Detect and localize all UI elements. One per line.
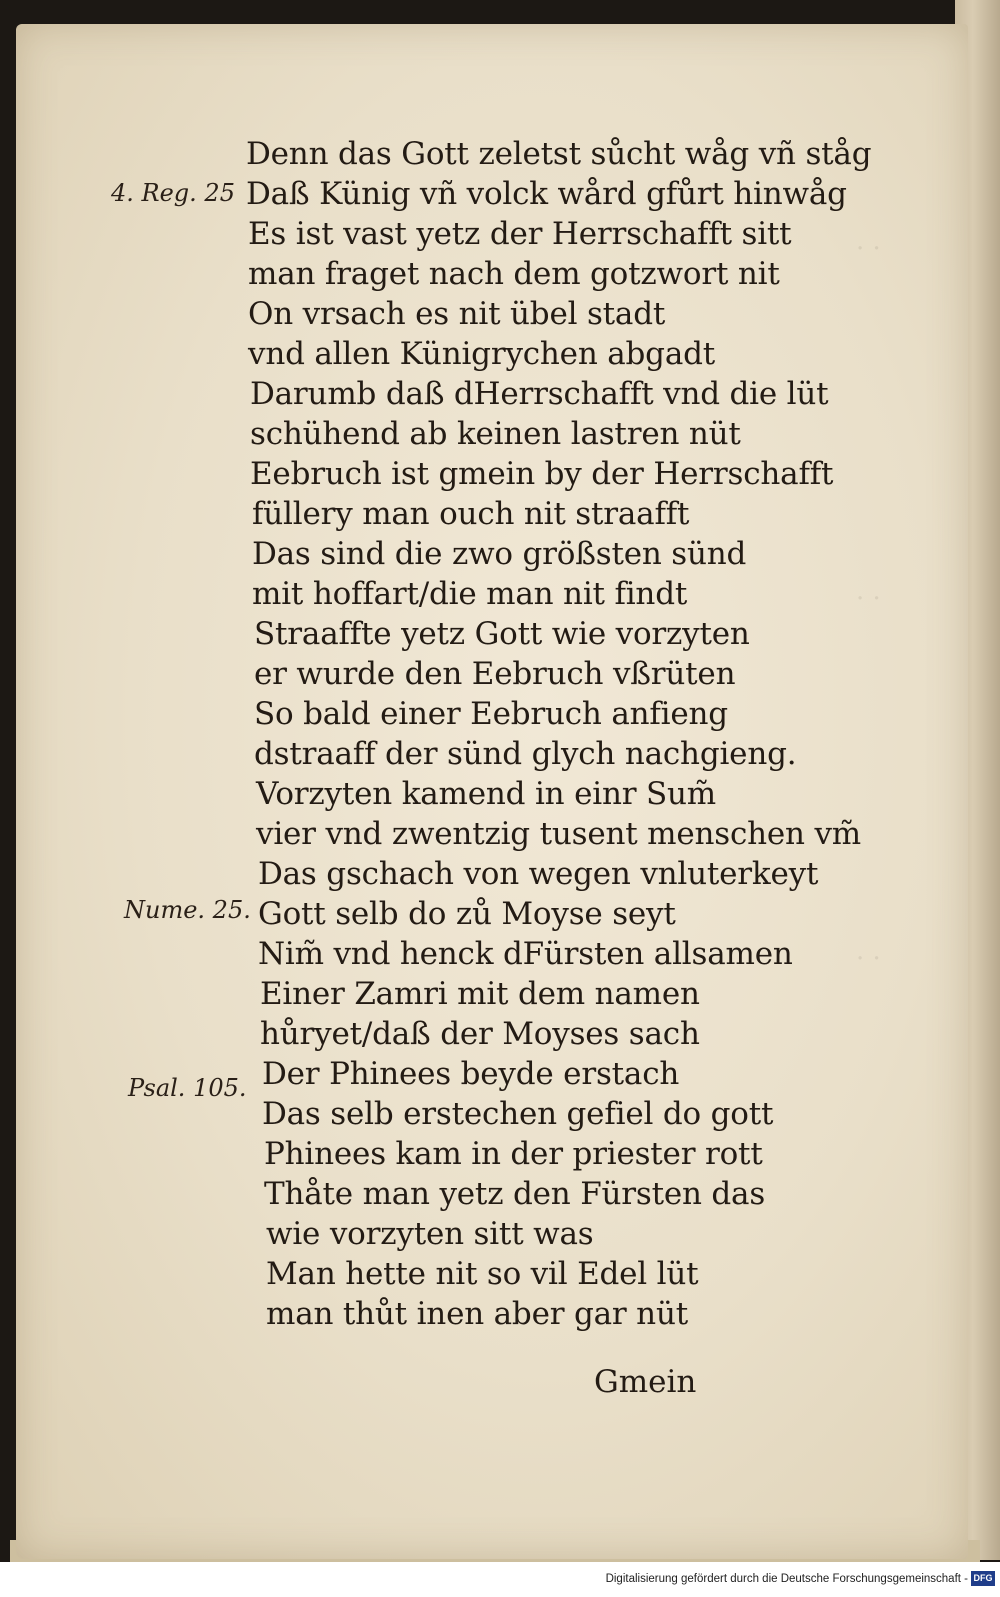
verse-line: dstraaff der sünd glych nachgieng. xyxy=(254,736,797,772)
verse-line: Nim̃ vnd henck dFürsten allsamen xyxy=(258,936,793,972)
show-through-mark: · · xyxy=(856,584,881,614)
verse-line: So bald einer Eebruch anfieng xyxy=(254,696,728,732)
dfg-logo: DFG xyxy=(971,1571,995,1586)
marginal-note: Nume. 25. xyxy=(124,896,251,924)
digitization-footer xyxy=(0,1562,1000,1597)
verse-line: Eebruch ist gmein by der Herrschafft xyxy=(250,456,834,492)
verse-line: Das selb erstechen gefiel do gott xyxy=(262,1096,774,1132)
verse-line: Denn das Gott zeletst sůcht wåg vñ ståg xyxy=(246,136,872,172)
verse-line: Der Phinees beyde erstach xyxy=(262,1056,680,1092)
marginal-note: 4. Reg. 25 xyxy=(111,179,235,207)
show-through-mark: · · xyxy=(856,234,881,264)
book-page xyxy=(16,24,968,1559)
funding-credit: Digitalisierung gefördert durch die Deutsche Forschungsgemeinschaft - xyxy=(605,1573,968,1585)
verse-line: Man hette nit so vil Edel lüt xyxy=(266,1256,699,1292)
marginal-note: Psal. 105. xyxy=(128,1074,247,1102)
verse-line: Das gschach von wegen vnluterkeyt xyxy=(258,856,819,892)
verse-line: Vorzyten kamend in einr Sum̃ xyxy=(256,776,716,812)
verse-line: er wurde den Eebruch vßrüten xyxy=(254,656,736,692)
verse-line: Thåte man yetz den Fürsten das xyxy=(264,1176,766,1212)
verse-line: Gott selb do zů Moyse seyt xyxy=(258,896,676,932)
verse-line: vnd allen Künigrychen abgadt xyxy=(248,336,715,372)
verse-line: man fraget nach dem gotzwort nit xyxy=(248,256,780,292)
verse-line: mit hoffart/die man nit findt xyxy=(252,576,688,612)
verse-line: Daß Künig vñ volck wård gfůrt hinwåg xyxy=(246,176,847,212)
show-through-mark: · · xyxy=(856,944,881,974)
verse-line: Straaffte yetz Gott wie vorzyten xyxy=(254,616,750,652)
verse-line: Es ist vast yetz der Herrschafft sitt xyxy=(248,216,792,252)
verse-line: vier vnd zwentzig tusent menschen vm̃ xyxy=(256,816,861,852)
verse-line: Das sind die zwo größsten sünd xyxy=(252,536,747,572)
verse-line: schühend ab keinen lastren nüt xyxy=(250,416,741,452)
verse-line: füllery man ouch nit straafft xyxy=(252,496,690,532)
verse-line: man thůt inen aber gar nüt xyxy=(266,1296,688,1332)
verse-line: wie vorzyten sitt was xyxy=(266,1216,594,1252)
verse-line: On vrsach es nit übel stadt xyxy=(248,296,666,332)
verse-line: Einer Zamri mit dem namen xyxy=(260,976,700,1012)
verse-line: Phinees kam in der priester rott xyxy=(264,1136,763,1172)
catchword: Gmein xyxy=(594,1364,697,1400)
verse-line: Darumb daß dHerrschafft vnd die lüt xyxy=(250,376,829,412)
verse-line: hůryet/daß der Moyses sach xyxy=(260,1016,700,1052)
